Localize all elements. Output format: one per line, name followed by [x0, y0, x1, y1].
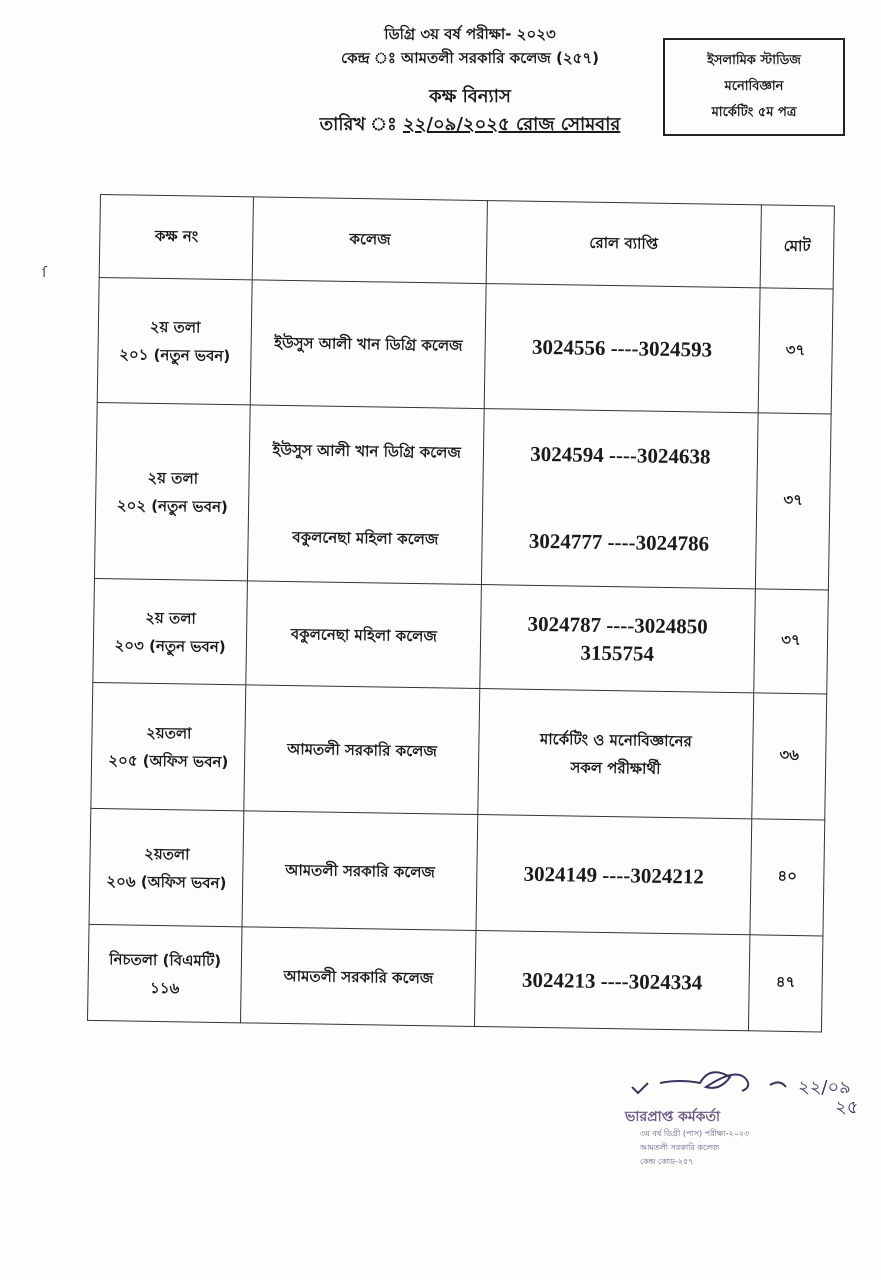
roll-range: 3024213 ----3024334 — [521, 967, 703, 995]
date-label: তারিখ ঃ — [319, 114, 403, 135]
college-name: আমতলী সরকারি কলেজ — [285, 860, 436, 881]
table-row — [91, 682, 827, 820]
signature-block — [610, 1055, 870, 1175]
roll-cell — [484, 284, 760, 413]
room-allocation-table — [87, 194, 835, 1032]
college-cell — [251, 280, 487, 409]
room-floor: নিচতলা (বিএমটি) — [109, 949, 222, 970]
total-cell: ৩৭ — [755, 413, 831, 590]
document-header — [280, 22, 660, 140]
roll-cell — [483, 409, 758, 501]
room-floor: ২য়তলা — [145, 723, 192, 743]
room-floor: ২য় তলা — [149, 317, 201, 337]
roll-range: 3024777 ----3024786 — [528, 529, 710, 556]
table-row — [93, 578, 829, 694]
room-number: ২০৩ (নতুন ভবন) — [114, 635, 226, 656]
room-number: ২০৫ (অফিস ভবন) — [108, 750, 229, 771]
room-number: ১১৬ — [149, 978, 180, 997]
roll-range: 3024594 ----3024638 — [530, 441, 711, 469]
college-name: আমতলী সরকারি কলেজ — [283, 966, 434, 987]
subject-item: মার্কেটিং ৫ম পত্র — [711, 105, 797, 120]
total-cell: ৩৬ — [752, 693, 827, 820]
roll-extra: 3155754 — [580, 640, 655, 666]
college-cell — [241, 927, 476, 1027]
college-name: আমতলী সরকারি কলেজ — [287, 739, 437, 760]
subjects-box — [663, 38, 845, 136]
college-name: ইউসুস আলী খান ডিগ্রি কলেজ — [274, 333, 463, 355]
room-number: ২০৬ (অফিস ভবন) — [106, 871, 227, 892]
handwritten-date: ২২/০৯ — [798, 1077, 851, 1098]
seal-line-1: ৩য় বর্ষ ডিগ্রী (পাস) পরীক্ষা-২০২৩ — [640, 1129, 750, 1138]
subject-item: ইসলামিক স্টাডিজ — [707, 53, 801, 68]
room-cell — [88, 924, 243, 1022]
college-cell — [248, 493, 483, 585]
table-row — [96, 402, 831, 502]
roll-cell — [478, 689, 754, 819]
page-title: কক্ষ বিন্যাস — [429, 86, 511, 107]
roll-note: মার্কেটিং ও মনোবিজ্ঞানের — [539, 729, 692, 750]
table-header-row — [99, 195, 834, 290]
room-floor: ২য় তলা — [145, 608, 196, 628]
room-cell — [97, 277, 252, 404]
college-cell — [244, 685, 480, 815]
table-row — [97, 277, 833, 414]
college-name: বকুলনেছা মহিলা কলেজ — [292, 528, 439, 549]
total-cell: ৩৭ — [758, 288, 833, 414]
svg-text:২৫: ২৫ — [835, 1097, 859, 1115]
roll-range: 3024787 ----3024850 — [527, 611, 708, 639]
room-number: ২০১ (নতুন ভবন) — [119, 345, 231, 366]
room-cell — [93, 578, 248, 684]
exam-date — [280, 110, 660, 140]
roll-range: 3024149 ----3024212 — [523, 861, 705, 889]
table-row — [88, 924, 823, 1032]
seal-line-2: আমতলী সরকারি কলেজ — [640, 1143, 720, 1152]
college-cell — [249, 405, 484, 497]
room-floor: ২য় তলা — [147, 468, 199, 488]
stray-mark: ſ — [42, 265, 47, 281]
header-roll-range: রোল ব্যাপ্তি — [486, 201, 761, 288]
room-floor: ২য়তলা — [144, 844, 190, 863]
roll-cell — [475, 930, 750, 1030]
exam-title: ডিগ্রি ৩য় বর্ষ পরীক্ষা- ২০২৩ — [384, 25, 556, 43]
officer-title: ভারপ্রাপ্ত কর্মকর্তা — [625, 1109, 721, 1125]
seal-line-3: কেন্দ্র কোড-২৫৭ — [640, 1157, 694, 1166]
roll-cell — [476, 815, 752, 935]
exam-center: কেন্দ্র ঃ আমতলী সরকারি কলেজ (২৫৭) — [341, 49, 599, 67]
room-cell — [91, 682, 246, 810]
room-number: ২০২ (নতুন ভবন) — [116, 495, 228, 516]
total-cell: ৪৭ — [748, 935, 823, 1032]
header-total: মোট — [760, 205, 835, 289]
roll-range: 3024556 ----3024593 — [531, 334, 713, 362]
college-name: ইউসুস আলী খান ডিগ্রি কলেজ — [272, 440, 461, 462]
total-cell: ৪০ — [750, 819, 825, 936]
college-cell — [246, 581, 481, 689]
room-cell — [94, 402, 250, 580]
roll-note: সকল পরীক্ষার্থী — [570, 757, 661, 778]
total-cell: ৩৭ — [754, 589, 829, 694]
roll-cell — [480, 585, 755, 693]
table-row — [89, 808, 825, 936]
roll-cell — [481, 497, 756, 589]
header-college: কলেজ — [253, 197, 488, 284]
college-cell — [242, 811, 477, 931]
room-cell — [89, 808, 244, 926]
subject-item: মনোবিজ্ঞান — [724, 79, 784, 94]
header-room-no: কক্ষ নং — [99, 195, 254, 280]
date-value: ২২/০৯/২০২৫ রোজ সোমবার — [402, 114, 621, 135]
college-name: বকুলনেছা মহিলা কলেজ — [290, 624, 437, 645]
